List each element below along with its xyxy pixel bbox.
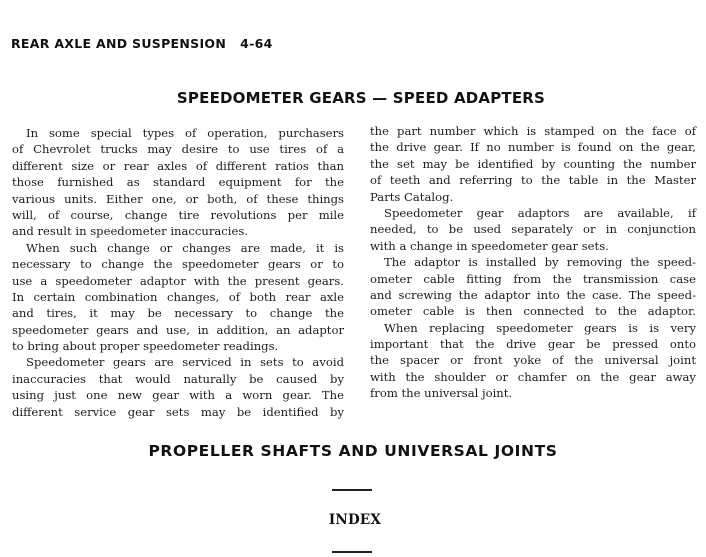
right-column: [370, 123, 696, 402]
text-line: necessary to change the speedometer gears or to: [12, 257, 344, 272]
text-line: the drive gear. If no number is found on the gear,: [370, 140, 696, 155]
text-line: using just one new gear with a worn gear. The: [12, 388, 344, 403]
text-line: The adaptor is installed by removing the speed-: [384, 255, 696, 270]
header-section: REAR AXLE AND SUSPENSION: [11, 36, 227, 51]
text-line: speedometer gears and use, in addition, an adaptor: [12, 322, 344, 337]
text-line: will, of course, change tire revolutions per mile: [12, 207, 344, 222]
text-line: with a change in speedometer gear sets.: [370, 238, 609, 253]
text-line: needed, to be used separately or in conjunction: [370, 222, 696, 237]
left-column: [12, 125, 344, 420]
text-line: use a speedometer adaptor with the present gears.: [12, 273, 344, 288]
running-header: [11, 36, 273, 51]
text-line: the part number which is stamped on the face of: [370, 124, 696, 138]
text-line: important that the drive gear be pressed onto: [370, 337, 696, 352]
text-line: of Chevrolet trucks may desire to use tires of a: [12, 142, 344, 157]
section-title-propeller: PROPELLER SHAFTS AND UNIVERSAL JOINTS: [148, 442, 558, 460]
text-line: ometer cable fitting from the transmission case: [370, 271, 696, 286]
divider-rule: [332, 489, 372, 491]
text-line: various units. Either one, or both, of these things: [12, 191, 344, 206]
text-line: and screwing the adaptor into the case. The speed-: [370, 287, 696, 302]
text-line: and result in speedometer inaccuracies.: [12, 224, 249, 239]
section-title-speedometer: SPEEDOMETER GEARS — SPEED ADAPTERS: [176, 89, 546, 107]
index-heading: INDEX: [328, 512, 382, 528]
text-line: the set may be identified by counting the number: [370, 156, 696, 171]
text-line: and tires, it may be necessary to change the: [12, 306, 344, 321]
text-line: the spacer or front yoke of the universal joint: [370, 353, 696, 368]
text-line: those furnished as standard equipment for the: [12, 175, 344, 190]
page-number: 4-64: [240, 36, 273, 51]
text-line: When such change or changes are made, it is: [26, 240, 344, 255]
divider-rule: [332, 551, 372, 553]
text-line: of teeth and referring to the table in the Master: [370, 173, 696, 188]
text-line: inaccuracies that would naturally be caused by: [12, 371, 344, 386]
text-line: When replacing speedometer gears is is very: [384, 320, 696, 335]
text-line: to bring about proper speedometer readings.: [12, 339, 279, 354]
text-line: Parts Catalog.: [370, 189, 454, 204]
text-line: Speedometer gear adaptors are available, if: [384, 205, 696, 220]
text-line: from the universal joint.: [370, 386, 513, 401]
text-line: Speedometer gears are serviced in sets to avoid: [26, 355, 344, 370]
text-line: different service gear sets may be identified by: [12, 404, 344, 419]
text-line: In certain combination changes, of both rear axle: [12, 289, 344, 304]
text-line: different size or rear axles of different ratios than: [12, 158, 344, 173]
text-line: with the shoulder or chamfer on the gear away: [370, 369, 696, 384]
text-line: In some special types of operation, purchasers: [26, 126, 344, 140]
text-line: ometer cable is then connected to the adaptor.: [370, 304, 696, 319]
